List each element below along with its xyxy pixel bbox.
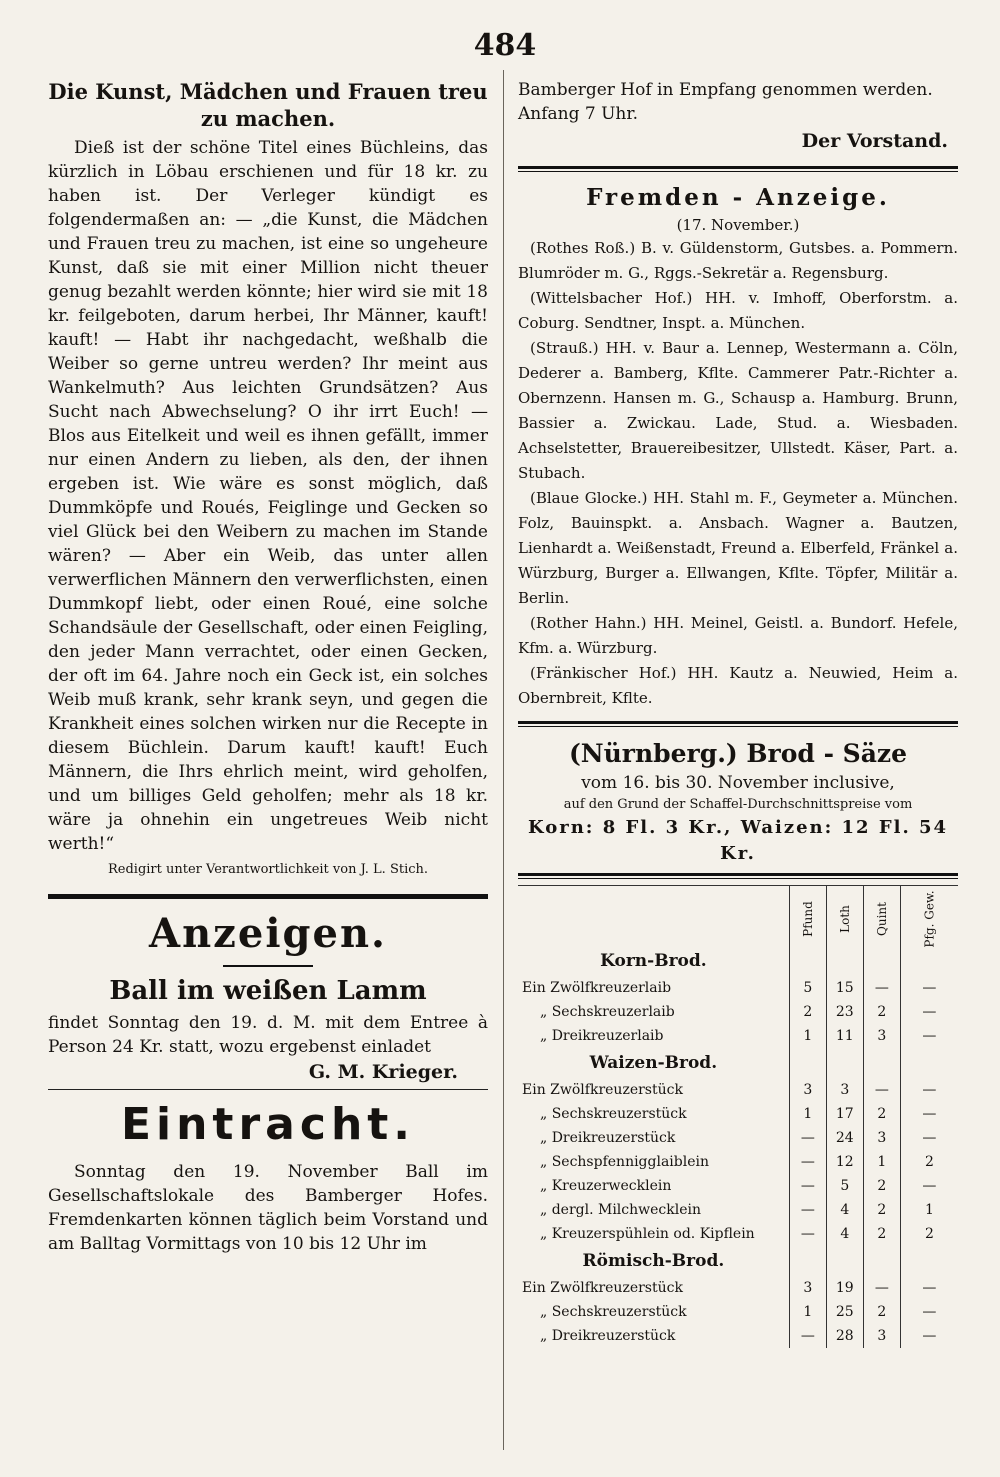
guest-entry: (Fränkischer Hof.) HH. Kautz a. Neuwied, Heim a. Obernbreit, Kflte.: [518, 664, 958, 707]
weight-cell: 1: [900, 1198, 958, 1222]
article-text: Dieß ist der schöne Titel eines Büchleins, das kürzlich in Löbau erschienen und für 18 kr. zu haben ist. Der Verleger kündigt es folgendermaßen an: — „die Kunst, die Mädchen und Frauen treu zu machen, ist eine so ungeheure Kunst, daß sie mit einer Million nicht theuer genug bezahlt werden könnte; hier wird sie mit 18 kr. feilgeboten, darum herbei, Ihr Männer, kauft! kauft! — Habt ihr nachgedacht, weßhalb die Weiber so gerne untreu werden? Ihr meint aus Wankelmuth? Aus leichten Grundsätzen? Aus Sucht nach Abwechselung? O ihr irrt Euch! — Blos aus Eitelkeit und weil es ihnen gefällt, immer nur einen Andern zu lieben, als den, der ihnen ergeben ist. Wie wäre es sonst möglich, daß Dummköpfe und Roués, Feiglinge und Gecken so viel Glück bei den Weibern zu machen im Stande wären? — Aber ein Weib, das unter allen verwerflichen Männern den verwerflichsten, einen Dummkopf liebt, oder einen Roué, eine solche Schandsäule der Gesellschaft, oder einen Feigling, den jeder Mann verrachtet, oder einen Gecken, der oft im 64. Jahre noch ein Geck ist, ein solches Weib muß krank, sehr krank seyn, und gegen die Krankheit eines solchen wirken nur die Recepte in diesem Büchlein. Darum kauft! kauft! Euch Männern, die Ihrs ehrlich meint, wird geholfen, und um billiges Geld geholfen; mehr als 18 kr. wäre ja ohnehin ein ungetreues Weib nicht werth!“: [48, 138, 488, 854]
table-row: [518, 1102, 958, 1126]
section-spacer: [826, 946, 863, 976]
weight-cell: —: [789, 1198, 826, 1222]
section-spacer: [863, 1048, 900, 1078]
section-rule: [518, 166, 958, 172]
table-body: [518, 946, 958, 1348]
table-row: [518, 1174, 958, 1198]
item-name: „ Dreikreuzerlaib: [540, 1028, 664, 1044]
table-row: [518, 1150, 958, 1174]
weight-cell: 3: [826, 1078, 863, 1102]
weight-cell: —: [900, 1078, 958, 1102]
section-rule: [518, 721, 958, 727]
weight-cell: —: [789, 1150, 826, 1174]
weight-cell: 5: [789, 976, 826, 1000]
weight-cell: 3: [863, 1324, 900, 1348]
weight-cell: 2: [863, 1300, 900, 1324]
weight-cell: 23: [826, 1000, 863, 1024]
weight-cell: 2: [900, 1222, 958, 1246]
header-loth: Loth: [826, 886, 863, 947]
weight-cell: —: [900, 1126, 958, 1150]
weight-cell: —: [789, 1222, 826, 1246]
weight-cell: 2: [863, 1174, 900, 1198]
weight-cell: 15: [826, 976, 863, 1000]
item-name: „ Kreuzerspühlein od. Kipflein: [540, 1226, 755, 1242]
article-title: Die Kunst, Mädchen und Frauen treu zu machen.: [48, 79, 488, 131]
section-spacer: [863, 1246, 900, 1276]
weight-cell: 19: [826, 1276, 863, 1300]
weight-cell: 3: [863, 1024, 900, 1048]
weight-cell: —: [900, 1300, 958, 1324]
weight-cell: —: [789, 1324, 826, 1348]
weight-cell: —: [900, 1324, 958, 1348]
weight-cell: —: [789, 1174, 826, 1198]
guest-entry: (Strauß.) HH. v. Baur a. Lennep, Westermann a. Cöln, Dederer a. Bamberg, Kfltе. Cammerer Patr.-Richter a. Obernzenn. Hansen m. G., Schausp a. Hamburg. Brunn, Bassier a. Zwickau. Lade, Stud. a. Wiesbaden. Achselstetter, Brauereibesitzer, Ullstedt. Käser, Part. a. Stubach.: [518, 339, 958, 482]
weight-cell: 28: [826, 1324, 863, 1348]
table-header-row: [518, 886, 958, 947]
item-name: „ Sechskreuzerstück: [540, 1304, 687, 1320]
ball-text: findet Sonntag den 19. d. M. mit dem Entree à Person 24 Kr. statt, wozu ergebenst einladet: [48, 1013, 488, 1057]
eintracht-continuation: Bamberger Hof in Empfang genommen werden. Anfang 7 Uhr.: [518, 80, 933, 124]
weight-cell: 5: [826, 1174, 863, 1198]
section-spacer: [863, 946, 900, 976]
brod-prices: Korn: 8 Fl. 3 Kr., Waizen: 12 Fl. 54 Kr.: [527, 817, 949, 864]
item-name: „ Kreuzerwecklein: [540, 1178, 672, 1194]
weight-cell: 2: [900, 1150, 958, 1174]
guest-entry: (Rothes Roß.) B. v. Güldenstorm, Gutsbes. a. Pommern. Blumröder m. G., Rggs.-Sekretär a. Regensburg.: [518, 239, 958, 282]
item-name: „ Dreikreuzerstück: [540, 1328, 676, 1344]
table-row: [518, 1300, 958, 1324]
weight-cell: —: [900, 1024, 958, 1048]
section-spacer: [900, 946, 958, 976]
weight-cell: 17: [826, 1102, 863, 1126]
table-row: [518, 976, 958, 1000]
table-section-row: [518, 1246, 958, 1276]
page-number: 484: [473, 28, 537, 63]
weight-cell: —: [900, 1276, 958, 1300]
weight-cell: 11: [826, 1024, 863, 1048]
weight-cell: 1: [789, 1024, 826, 1048]
table-row: [518, 1198, 958, 1222]
table-row: [518, 1000, 958, 1024]
table-section-row: [518, 946, 958, 976]
section-spacer: [826, 1246, 863, 1276]
right-column: [518, 78, 958, 1348]
fremden-date: (17. November.): [676, 216, 800, 234]
brod-subtitle: vom 16. bis 30. November inclusive,: [581, 773, 895, 793]
item-name: „ Dreikreuzerstück: [540, 1130, 676, 1146]
anzeigen-heading: Anzeigen.: [149, 910, 387, 957]
section-spacer: [900, 1246, 958, 1276]
guest-entry: (Rother Hahn.) HH. Meinel, Geistl. a. Bundorf. Hefele, Kfm. a. Würzburg.: [518, 614, 958, 657]
section-spacer: [789, 946, 826, 976]
section-name: Römisch-Brod.: [582, 1251, 725, 1271]
weight-cell: —: [900, 976, 958, 1000]
weight-cell: —: [863, 1078, 900, 1102]
weight-cell: 25: [826, 1300, 863, 1324]
item-name: Ein Zwölfkreuzerstück: [522, 1082, 683, 1098]
vorstand-signature: Der Vorstand.: [801, 130, 948, 152]
eintracht-heading: Eintracht.: [120, 1099, 416, 1150]
weight-cell: 1: [789, 1300, 826, 1324]
header-pfund: Pfund: [789, 886, 826, 947]
brod-title: (Nürnberg.) Brod - Säze: [568, 739, 908, 768]
brod-basis: auf den Grund der Schaffel-Durchschnittspreise vom: [563, 797, 913, 812]
guest-list: [518, 236, 958, 711]
weight-cell: 24: [826, 1126, 863, 1150]
weight-cell: 3: [789, 1078, 826, 1102]
table-header-blank: [518, 886, 789, 947]
short-divider: [223, 965, 313, 967]
weight-cell: —: [789, 1126, 826, 1150]
weight-cell: —: [900, 1000, 958, 1024]
weight-cell: 4: [826, 1222, 863, 1246]
fremden-title: Fremden - Anzeige.: [586, 184, 890, 211]
table-row: [518, 1276, 958, 1300]
table-row: [518, 1222, 958, 1246]
column-divider: [503, 70, 504, 1450]
item-name: „ Sechskreuzerlaib: [540, 1004, 675, 1020]
eintracht-text: Sonntag den 19. November Ball im Gesellschaftslokale des Bamberger Hofes. Fremdenkarten können täglich beim Vorstand und am Balltag Vormittags von 10 bis 12 Uhr im: [48, 1162, 488, 1254]
table-row: [518, 1024, 958, 1048]
table-section-row: [518, 1048, 958, 1078]
weight-cell: 1: [863, 1150, 900, 1174]
weight-cell: 2: [863, 1198, 900, 1222]
header-pfg-gew: Pfg. Gew.: [900, 886, 958, 947]
section-name: Korn-Brod.: [600, 951, 707, 971]
item-name: „ Sechskreuzerstück: [540, 1106, 687, 1122]
section-spacer: [826, 1048, 863, 1078]
guest-entry: (Blaue Glocke.) HH. Stahl m. F., Geymeter a. München. Folz, Bauinspkt. a. Ansbach. Wagner a. Bautzen, Lienhardt a. Weißenstadt, Freund a. Elberfeld, Fränkel a. Würzburg, Burger a. Ellwangen, Kflte. Töpfer, Militär a. Berlin.: [518, 489, 958, 607]
weight-cell: 3: [863, 1126, 900, 1150]
item-name: „ Sechspfennigglaiblein: [540, 1154, 710, 1170]
weight-cell: 2: [863, 1000, 900, 1024]
ball-title: Ball im weißen Lamm: [109, 976, 427, 1006]
weight-cell: 3: [789, 1276, 826, 1300]
weight-cell: 2: [863, 1102, 900, 1126]
table-row: [518, 1324, 958, 1348]
item-name: „ dergl. Milchwecklein: [540, 1202, 701, 1218]
weight-cell: 4: [826, 1198, 863, 1222]
editor-note: Redigirt unter Verantwortlichkeit von J. L. Stich.: [107, 862, 429, 877]
weight-cell: 12: [826, 1150, 863, 1174]
item-name: Ein Zwölfkreuzerstück: [522, 1280, 683, 1296]
section-spacer: [900, 1048, 958, 1078]
left-column: [48, 78, 488, 1256]
section-spacer: [789, 1048, 826, 1078]
guest-entry: (Wittelsbacher Hof.) HH. v. Imhoff, Oberforstm. a. Coburg. Sendtner, Inspt. a. München.: [518, 289, 958, 332]
table-rule: [518, 873, 958, 879]
header-quint: Quint: [863, 886, 900, 947]
ad-divider: [48, 1089, 488, 1090]
weight-cell: —: [900, 1174, 958, 1198]
weight-cell: —: [900, 1102, 958, 1126]
weight-cell: 1: [789, 1102, 826, 1126]
weight-cell: 2: [863, 1222, 900, 1246]
weight-cell: —: [863, 976, 900, 1000]
section-rule: [48, 894, 488, 899]
table-row: [518, 1078, 958, 1102]
weight-cell: 2: [789, 1000, 826, 1024]
ball-signature: G. M. Krieger.: [308, 1061, 458, 1083]
table-row: [518, 1126, 958, 1150]
weight-cell: —: [863, 1276, 900, 1300]
bread-price-table: [518, 885, 958, 1348]
item-name: Ein Zwölfkreuzerlaib: [522, 980, 672, 996]
section-name: Waizen-Brod.: [589, 1053, 718, 1073]
section-spacer: [789, 1246, 826, 1276]
